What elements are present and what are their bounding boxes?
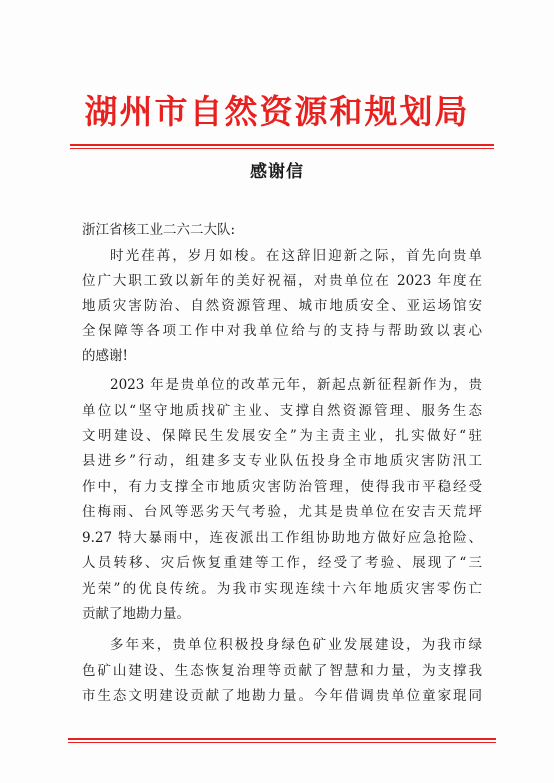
letterhead-title: 湖州市自然资源和规划局 <box>84 92 470 131</box>
footer-rule-thick <box>68 738 496 740</box>
letterhead-rule-thin <box>70 148 494 149</box>
body-line: 人员转移、灾后恢复重建等工作，经受了考验、展现了“三 <box>82 555 482 571</box>
body-line: 2023 年是贵单位的改革元年，新起点新征程新作为，贵 <box>110 377 482 393</box>
body-line: 地质灾害防治、自然资源管理、城市地质安全、亚运场馆安 <box>82 298 482 314</box>
body-line: 全保障等各项工作中对我单位给与的支持与帮助致以衷心 <box>82 323 482 339</box>
body-line: 作中，有力支撑全市地质灾害防治管理，使得我市平稳经受 <box>82 479 482 495</box>
body-line: 的感谢! <box>82 348 128 364</box>
body-line: 9.27 特大暴雨中，连夜派出工作组协助地方做好应急抢险、 <box>82 530 482 546</box>
body-line: 时光荏苒，岁月如梭。在这辞旧迎新之际，首先向贵单 <box>110 248 482 264</box>
body-line: 位广大职工致以新年的美好祝福，对贵单位在 2023 年度在 <box>82 273 482 289</box>
body-line: 文明建设、保障民生发展安全”为主责主业，扎实做好“驻 <box>82 428 482 444</box>
footer-rule-thin <box>68 742 496 743</box>
body-line: 光荣”的优良传统。为我市实现连续十六年地质灾害零伤亡 <box>82 581 482 597</box>
body-line: 县进乡”行动，组建多支专业队伍投身全市地质灾害防汛工 <box>82 453 482 469</box>
salutation: 浙江省核工业二六二大队: <box>82 222 236 238</box>
body-line: 多年来，贵单位积极投身绿色矿业发展建设，为我市绿 <box>110 637 482 653</box>
body-line: 贡献了地勘力量。 <box>82 606 190 622</box>
body-line: 色矿山建设、生态恢复治理等贡献了智慧和力量，为支撑我 <box>82 663 482 679</box>
letterhead-rule-thick <box>70 144 494 146</box>
body-line: 住梅雨、台风等恶劣天气考验，尤其是贵单位在安吉天荒坪 <box>82 504 482 520</box>
body-line: 市生态文明建设贡献了地勘力量。今年借调贵单位童家琨同 <box>82 688 482 704</box>
document-title: 感谢信 <box>250 162 304 182</box>
body-line: 单位以“坚守地质找矿主业、支撑自然资源管理、服务生态 <box>82 403 482 419</box>
